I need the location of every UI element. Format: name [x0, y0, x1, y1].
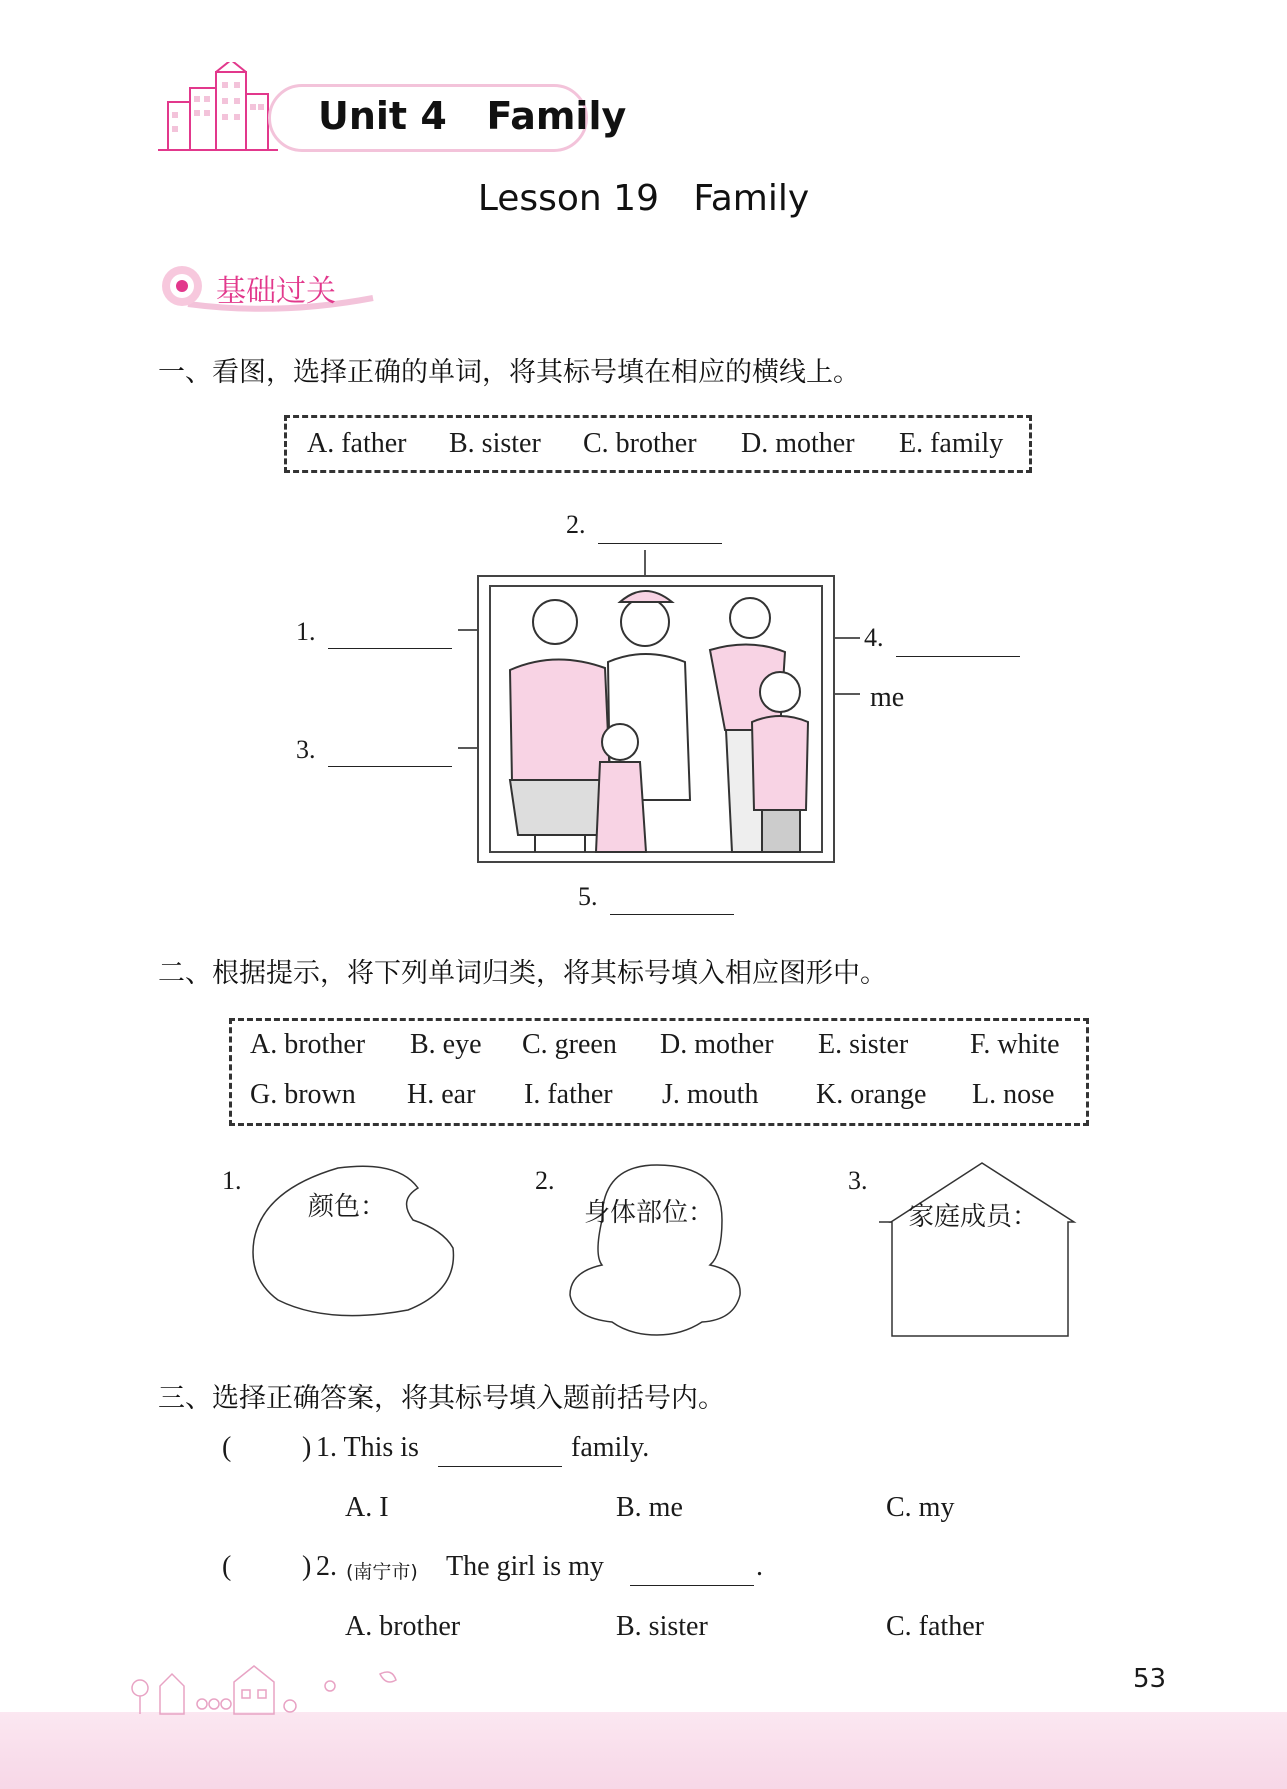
blank-number: 1.	[296, 617, 316, 646]
word-bank-item: B. eye	[410, 1029, 482, 1060]
answer-blank-4[interactable]	[896, 656, 1020, 657]
answer-blank-q3-1[interactable]	[438, 1466, 562, 1467]
answer-blank-5[interactable]	[610, 914, 734, 915]
unit-banner	[158, 80, 627, 160]
word-bank-item: J. mouth	[662, 1079, 759, 1110]
answer-paren-close: )	[302, 1551, 312, 1582]
answer-blank-1[interactable]	[328, 648, 452, 649]
word-bank-item: L. nose	[972, 1079, 1055, 1110]
word-bank-item: E. sister	[818, 1029, 909, 1060]
shape-number: 3.	[848, 1166, 868, 1195]
word-bank-item: C. green	[522, 1029, 617, 1060]
blank-number: 4.	[864, 623, 884, 652]
option-a[interactable]: A. brother	[345, 1611, 461, 1642]
question-text: The girl is my	[446, 1551, 604, 1582]
town-doodle-icon	[120, 1646, 400, 1716]
word-bank-item: F. white	[970, 1029, 1060, 1060]
answer-blank-3[interactable]	[328, 766, 452, 767]
blank-number: 3.	[296, 735, 316, 764]
question-text: 1. This is	[316, 1432, 419, 1463]
palette-shape[interactable]	[248, 1160, 463, 1320]
question-2-heading: 二、根据提示，将下列单词归类，将其标号填入相应图形中。	[158, 958, 887, 989]
lesson-title: Lesson 19 Family	[477, 178, 810, 219]
word-bank-item: D. mother	[660, 1029, 774, 1060]
word-bank-item: C. brother	[583, 428, 697, 459]
shape-number: 2.	[535, 1166, 555, 1195]
word-bank-item: K. orange	[816, 1079, 927, 1110]
word-bank-item: A. father	[307, 428, 407, 459]
footer-band	[0, 1712, 1287, 1789]
word-bank-2	[229, 1018, 1089, 1126]
option-b[interactable]: B. sister	[616, 1611, 708, 1642]
source-tag: (南宁市)	[346, 1561, 418, 1583]
blank-number: 5.	[578, 882, 598, 911]
question-3-heading: 三、选择正确答案，将其标号填入题前括号内。	[158, 1383, 725, 1414]
house-shape[interactable]	[876, 1160, 1081, 1340]
me-label: me	[870, 682, 905, 713]
word-bank-item: E. family	[899, 428, 1004, 459]
answer-paren-close: )	[302, 1432, 312, 1463]
answer-paren-open: (	[222, 1432, 232, 1463]
word-bank-item: A. brother	[250, 1029, 366, 1060]
section-badge-label: 基础过关	[216, 274, 336, 309]
question-text: family.	[571, 1432, 650, 1463]
shape-number: 1.	[222, 1166, 242, 1195]
shape-label: 身体部位：	[584, 1198, 715, 1228]
word-bank-item: I. father	[524, 1079, 613, 1110]
shape-label: 家庭成员：	[908, 1202, 1039, 1232]
head-shape[interactable]	[562, 1160, 752, 1340]
question-1-heading: 一、看图，选择正确的单词，将其标号填在相应的横线上。	[158, 357, 860, 388]
unit-title: Unit 4 Family	[318, 94, 627, 138]
option-b[interactable]: B. me	[616, 1492, 683, 1523]
option-c[interactable]: C. father	[886, 1611, 984, 1642]
page-number: 53	[1133, 1664, 1167, 1694]
word-bank-1	[284, 415, 1032, 473]
question-number: 2.	[316, 1551, 337, 1582]
answer-blank-q3-2[interactable]	[630, 1585, 754, 1586]
answer-blank-2[interactable]	[598, 543, 722, 544]
answer-paren-open: (	[222, 1551, 232, 1582]
blank-number: 2.	[566, 510, 586, 539]
word-bank-item: H. ear	[407, 1079, 476, 1110]
family-photo-illustration	[440, 550, 880, 870]
shape-label: 颜色：	[308, 1192, 387, 1222]
word-bank-item: B. sister	[449, 428, 541, 459]
word-bank-item: G. brown	[250, 1079, 356, 1110]
option-a[interactable]: A. I	[345, 1492, 389, 1523]
word-bank-item: D. mother	[741, 428, 855, 459]
question-text: .	[756, 1551, 763, 1582]
section-badge	[158, 264, 378, 312]
option-c[interactable]: C. my	[886, 1492, 955, 1523]
